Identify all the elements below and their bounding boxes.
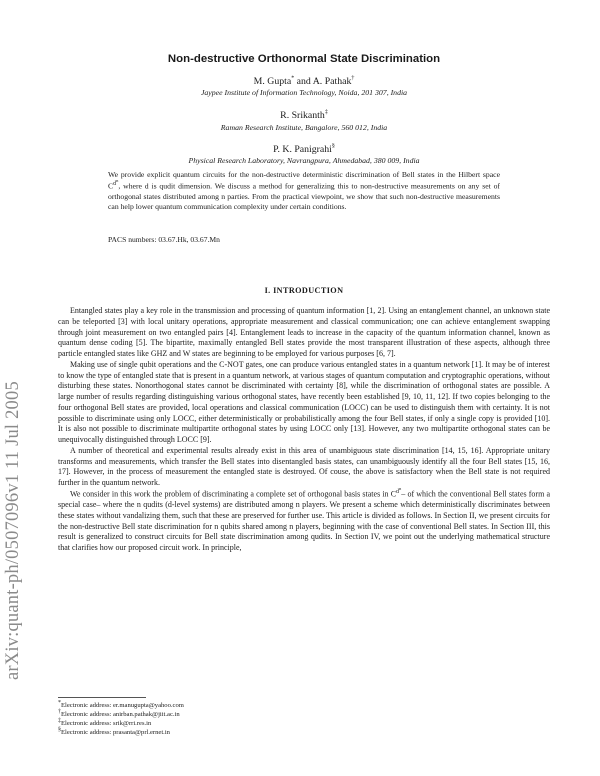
affiliation-2: Raman Research Institute, Bangalore, 560 012, India: [220, 123, 388, 132]
pacs-numbers: PACS numbers: 03.67.Hk, 03.67.Mn: [108, 235, 220, 244]
paragraph: A number of theoretical and experimental results already exist in this area of unambiguous state discrimination [14, 15, 16]. Appropriate unitary transforms and measurements, which transfer the Bell states into disentangled basis states, can unambiguously identify all the four Bell states [15, 16, 17]. However, in the process of measurement the entangled state is destroyed. Of couse, the above is satisfactory when the Bell state is not required further in the quantum network.: [58, 445, 550, 487]
footnote: †Electronic address: anirban.pathak@jiit.ac.in: [58, 708, 180, 718]
author-line-2: R. Srikanth‡: [280, 109, 328, 121]
affiliation-1: Jaypee Institute of Information Technology, Noida, 201 307, India: [200, 88, 408, 97]
affiliation-3: Physical Research Laboratory, Navrangpura, Ahmedabad, 380 009, India: [188, 156, 420, 165]
arxiv-identifier-stamp: arXiv:quant-ph/0507096v1 11 Jul 2005: [3, 381, 23, 680]
introduction-body: [58, 306, 550, 554]
footnotes: [58, 699, 184, 738]
author-line-1: M. Gupta* and A. Pathak†: [253, 75, 355, 87]
paper-title: Non-destructive Orthonormal State Discrimination: [167, 53, 441, 65]
footnote-divider: [58, 697, 146, 698]
paragraph: Making use of single qubit operations and the C-NOT gates, one can produce various entangled states in a quantum network [1]. It may be of interest to know the type of entangled state that is present in a quantum network, at various stages of quantum computation and cryptographic operations, without disturbing these states. Nonorthogonal states cannot be discriminated with certainty [8], while the discrimination of orthogonal states are possible. A large number of results regarding distinguishing various orthogonal states, have recently been established [9, 10, 11, 12]. If two copies belonging to the four orthogonal Bell states are provided, local operations and classical communication (LOCC) can be used to distinguish them with certainty. It is not possible to discriminate using only LOCC, either deterministically or probabilistically among the four Bell states, if only a single copy is provided [10]. It is also not possible to discriminate multipartite orthogonal states by using LOCC only [13]. However, any two multipartite orthogonal states can be unequivocally distinguished through LOCC [9].: [58, 359, 550, 444]
footnote: ‡Electronic address: srik@rri.res.in: [58, 717, 152, 727]
footnote: *Electronic address: er.manugupta@yahoo.com: [58, 699, 184, 709]
abstract: We provide explicit quantum circuits for the non-destructive deterministic discrimination of Bell states in the Hilbert space $C^{d^n}$, where d is qudit dimension. We discuss a method for generalizing this to non-destructive measurements on any set of orthogonal states distributed among n parties. From the practical viewpoint, we show that such non-destructive measurements can help lower quantum communication complexity under certain conditions.: [108, 170, 500, 212]
footnote: §Electronic address: prasanta@prl.ernet.in: [58, 726, 170, 736]
section-heading-introduction: I. INTRODUCTION: [264, 286, 344, 295]
paragraph: We consider in this work the problem of discriminating a complete set of orthogonal basis states in $C^{d^n}-$ of which the conventional Bell states form a special case– where the n qudits (d-level systems) are distributed among n players. We present a scheme which deterministically discriminates between these states without vandalizing them, such that these are preserved for further use. This article is divided as follows. In Section II, we present circuits for the non-destructive Bell state discrimination for n qubits shared among n players, beginning with the case of conventional Bell states. In Section III, this result is generalized to construct circuits for Bell state discrimination among qudits. In Section IV, we point out the underlying mathematical structure that clarifies how our proposed circuit work. In principle,: [58, 485, 551, 553]
paragraph: Entangled states play a key role in the transmission and processing of quantum information [1, 2]. Using an entanglement channel, an unknown state can be teleported [3] with local unitary operations, appropriate measurement and classical communication; one can achieve entanglement swapping through joint measurement on two entangled pairs [4]. Entanglement leads to increase in the capacity of the quantum information channel, known as quantum dense coding [5]. The bipartite, maximally entangled Bell states provide the most transparent illustration of these aspects, although three particle entangled states like GHZ and W states are beginning to be employed for various purposes [6, 7].: [58, 306, 550, 358]
author-line-3: P. K. Panigrahi§: [273, 143, 335, 155]
